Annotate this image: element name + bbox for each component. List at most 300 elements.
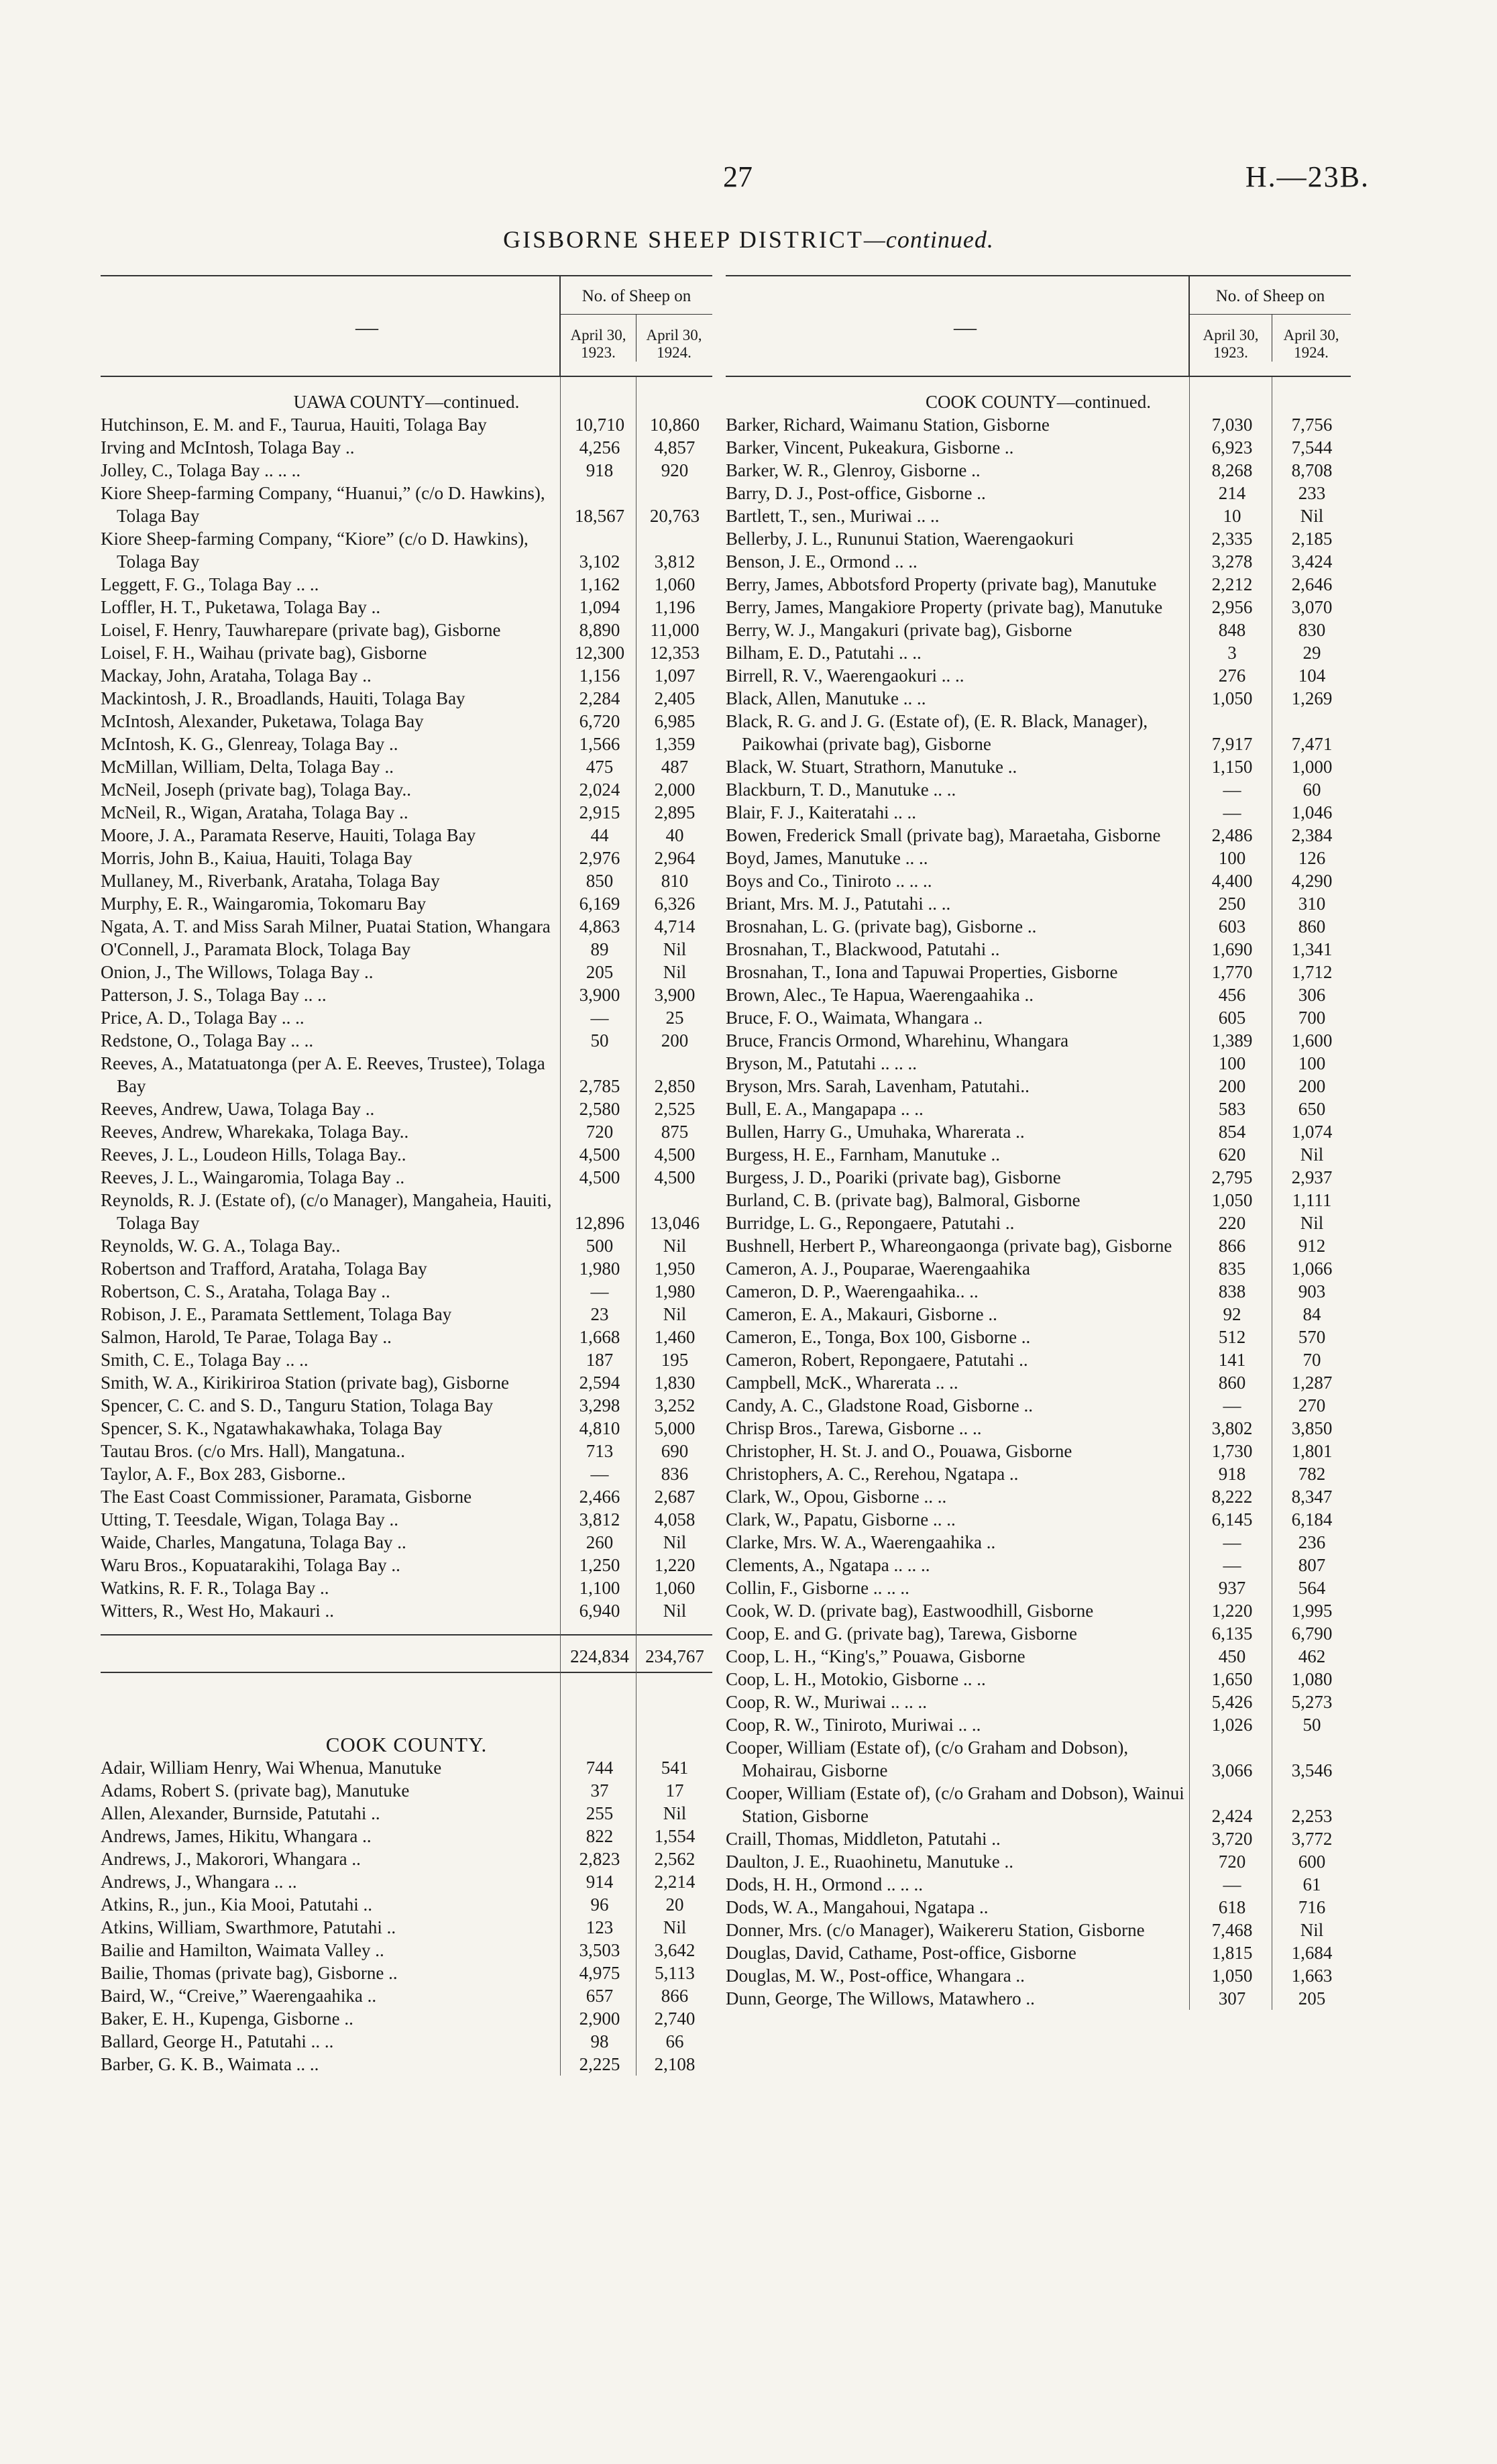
- sheep-count-1923: 100: [1218, 1053, 1246, 1073]
- sheep-count-1923: —: [590, 1464, 609, 1484]
- sheep-count-1923: 1,050: [1211, 688, 1253, 708]
- table-row: [101, 1756, 712, 1779]
- table-row: [726, 1440, 1351, 1462]
- table-row: [726, 1394, 1351, 1417]
- table-row: [101, 687, 712, 710]
- owner-name-address: Burridge, L. G., Repongaere, Patutahi ..: [726, 1213, 1015, 1233]
- table-row: [726, 1850, 1351, 1873]
- owner-name-address: Tautau Bros. (c/o Mrs. Hall), Mangatuna..: [101, 1441, 406, 1461]
- sheep-count-1924: 2,253: [1291, 1806, 1333, 1826]
- sheep-count-1923: 255: [586, 1803, 614, 1823]
- sheep-count-1924: Nil: [663, 1532, 687, 1552]
- sheep-count-1924: 104: [1298, 665, 1326, 686]
- sheep-count-1924: 462: [1298, 1646, 1326, 1666]
- owner-name-address: Berry, James, Abbotsford Property (private bag), Manutuke: [726, 574, 1157, 594]
- table-row: [726, 1508, 1351, 1531]
- sheep-count-1923: 1,162: [579, 574, 620, 594]
- sheep-count-1924: 310: [1298, 894, 1326, 914]
- owner-name-address: Bilham, E. D., Patutahi .. ..: [726, 643, 922, 663]
- sheep-count-1924: 195: [661, 1350, 689, 1370]
- sheep-count-1923: 44: [590, 825, 609, 845]
- sheep-count-1924: 782: [1298, 1464, 1326, 1484]
- right-table-header: [726, 275, 1351, 377]
- sheep-count-1924: 1,060: [654, 1578, 696, 1598]
- owner-name-address: Birrell, R. V., Waerengaokuri .. ..: [726, 665, 964, 686]
- sheep-count-1924: 3,424: [1291, 551, 1333, 572]
- sheep-count-1923: —: [1223, 1532, 1241, 1552]
- owner-name-address: Brosnahan, L. G. (private bag), Gisborne ..: [726, 916, 1037, 936]
- table-row: [101, 1029, 712, 1052]
- sheep-count-1924: 830: [1298, 620, 1326, 640]
- sheep-count-1924: Nil: [663, 1803, 687, 1823]
- sheep-count-1924: 2,214: [654, 1872, 696, 1892]
- owner-name-address: Mackintosh, J. R., Broadlands, Hauiti, Tolaga Bay: [101, 688, 465, 708]
- sheep-count-1923: 7,468: [1211, 1920, 1253, 1940]
- sheep-count-1923: 1,650: [1211, 1669, 1253, 1689]
- sheep-count-1924: 2,384: [1291, 825, 1333, 845]
- owner-name-address: Bushnell, Herbert P., Whareongaonga (private bag), Gisborne: [726, 1236, 1172, 1256]
- owner-name-address: Berry, W. J., Mangakuri (private bag), Gisborne: [726, 620, 1072, 640]
- page-number: 27: [723, 160, 753, 193]
- sheep-count-1923: 2,594: [579, 1373, 620, 1393]
- sheep-count-1924: 29: [1302, 643, 1321, 663]
- table-row: [101, 1257, 712, 1280]
- sheep-count-1923: 6,169: [579, 894, 620, 914]
- sheep-count-1923: —: [1223, 1395, 1241, 1415]
- owner-name-address: Blackburn, T. D., Manutuke .. ..: [726, 780, 956, 800]
- owner-name-address: Reeves, J. L., Loudeon Hills, Tolaga Bay..: [101, 1144, 406, 1165]
- sheep-count-1924: 11,000: [650, 620, 700, 640]
- sheep-count-1923: 8,222: [1211, 1487, 1253, 1507]
- sheep-count-1924: 3,812: [654, 551, 696, 572]
- sheep-count-1924: 2,850: [654, 1076, 696, 1096]
- owner-name-address: Chrisp Bros., Tarewa, Gisborne .. ..: [726, 1418, 982, 1438]
- owner-name-address: Watkins, R. F. R., Tolaga Bay ..: [101, 1578, 329, 1598]
- table-row: [726, 1941, 1351, 1964]
- owner-name-address: Benson, J. E., Ormond .. ..: [726, 551, 918, 572]
- table-row: [726, 1303, 1351, 1326]
- sheep-count-1924: 25: [665, 1008, 684, 1028]
- sheep-count-1924: Nil: [663, 1304, 687, 1324]
- table-row: [101, 1485, 712, 1508]
- owner-name-address: Bruce, Francis Ormond, Wharehinu, Whangara: [726, 1030, 1069, 1051]
- sheep-count-1923: 1,220: [1211, 1601, 1253, 1621]
- sheep-count-1924: 6,326: [654, 894, 696, 914]
- sheep-count-1924: 2,895: [654, 802, 696, 822]
- table-row: [726, 1417, 1351, 1440]
- owner-name-address: Clements, A., Ngatapa .. .. ..: [726, 1555, 930, 1575]
- sheep-count-header: [559, 276, 712, 376]
- owner-name-address: Cameron, A. J., Pouparae, Waerengaahika: [726, 1258, 1030, 1279]
- sheep-count-1924: 7,471: [1291, 734, 1333, 754]
- table-row: [101, 1802, 712, 1825]
- sheep-count-1924: 1,684: [1291, 1943, 1333, 1963]
- owner-name-address: Bryson, Mrs. Sarah, Lavenham, Patutahi..: [726, 1076, 1030, 1096]
- sheep-count-1924: 1,046: [1291, 802, 1333, 822]
- table-row: [101, 733, 712, 755]
- owner-name-address: Reeves, Andrew, Wharekaka, Tolaga Bay..: [101, 1122, 409, 1142]
- sheep-count-1924: 5,273: [1291, 1692, 1333, 1712]
- sheep-count-label: No. of Sheep on: [1190, 276, 1351, 315]
- table-row: [726, 1668, 1351, 1691]
- sheep-count-1923: 276: [1218, 665, 1246, 686]
- sheep-count-1924: 17: [665, 1780, 684, 1801]
- sheep-count-1924: Nil: [663, 939, 687, 959]
- owner-name-address: Bruce, F. O., Waimata, Whangara ..: [726, 1008, 983, 1028]
- sheep-count-1924: 860: [1298, 916, 1326, 936]
- sheep-count-1923: 220: [1218, 1213, 1246, 1233]
- sheep-count-1923: 2,486: [1211, 825, 1253, 845]
- sheep-count-1923: 7,917: [1211, 734, 1253, 754]
- sheep-count-1924: 3,900: [654, 985, 696, 1005]
- sheep-count-1923: 918: [586, 460, 614, 480]
- table-row: [101, 2053, 712, 2076]
- owner-name-address: Daulton, J. E., Ruaohinetu, Manutuke ..: [726, 1852, 1013, 1872]
- table-row: [726, 1371, 1351, 1394]
- sheep-count-1924: 716: [1298, 1897, 1326, 1917]
- owner-name-address: Dunn, George, The Willows, Matawhero ..: [726, 1988, 1035, 2008]
- sheep-count-1924: 3,772: [1291, 1829, 1333, 1849]
- sheep-count-1923: 450: [1218, 1646, 1246, 1666]
- table-row: [726, 459, 1351, 482]
- owner-name-address: Robertson and Trafford, Arataha, Tolaga Bay: [101, 1258, 427, 1279]
- sheep-count-1924: Nil: [663, 1236, 687, 1256]
- left-table-header: [101, 275, 712, 377]
- col-1923-header: April 30, 1923.: [1203, 327, 1259, 361]
- table-row: [101, 1962, 712, 1984]
- sheep-count-1923: 10,710: [574, 415, 625, 435]
- table-row: [726, 687, 1351, 710]
- owner-name-address: Candy, A. C., Gladstone Road, Gisborne ..: [726, 1395, 1033, 1415]
- sheep-count-1923: 500: [586, 1236, 614, 1256]
- owner-name-address: Cameron, D. P., Waerengaahika.. ..: [726, 1281, 979, 1301]
- sheep-count-1924: 100: [1298, 1053, 1326, 1073]
- sheep-count-1924: 8,347: [1291, 1487, 1333, 1507]
- owner-name-address: McIntosh, K. G., Glenreay, Tolaga Bay ..: [101, 734, 398, 754]
- sheep-count-1923: 2,785: [579, 1076, 620, 1096]
- sheep-count-1923: 1,730: [1211, 1441, 1253, 1461]
- table-row: [101, 1394, 712, 1417]
- owner-name-address: Cook, W. D. (private bag), Eastwoodhill, Gisborne: [726, 1601, 1094, 1621]
- sheep-count-1924: 2,964: [654, 848, 696, 868]
- sheep-count-1924: 13,046: [649, 1213, 700, 1233]
- owner-name-address: Baker, E. H., Kupenga, Gisborne ..: [101, 2008, 353, 2029]
- owner-name-address: Patterson, J. S., Tolaga Bay .. ..: [101, 985, 327, 1005]
- owner-name-address: Cameron, Robert, Repongaere, Patutahi ..: [726, 1350, 1028, 1370]
- owner-name-address: Campbell, McK., Wharerata .. ..: [726, 1373, 958, 1393]
- sheep-count-1924: 3,070: [1291, 597, 1333, 617]
- sheep-count-1923: 4,500: [579, 1167, 620, 1187]
- table-row: [101, 1984, 712, 2007]
- sheep-count-1923: —: [1223, 1555, 1241, 1575]
- table-row: [726, 550, 1351, 573]
- table-row: [726, 413, 1351, 436]
- table-row: [726, 1896, 1351, 1919]
- sheep-count-1923: 838: [1218, 1281, 1246, 1301]
- table-row: [726, 1554, 1351, 1576]
- table-row: [726, 1691, 1351, 1713]
- table-row: [101, 1939, 712, 1962]
- sheep-count-1924: 8,708: [1291, 460, 1333, 480]
- table-row: [726, 1987, 1351, 2010]
- table-row: [101, 824, 712, 847]
- sheep-count-1923: 7,030: [1211, 415, 1253, 435]
- sheep-count-1923: 3,802: [1211, 1418, 1253, 1438]
- owner-name-address: Reynolds, R. J. (Estate of), (c/o Manager), Mangaheia, Hauiti, Tolaga Bay: [101, 1190, 552, 1233]
- table-row: [726, 1097, 1351, 1120]
- sheep-count-1923: 1,566: [579, 734, 620, 754]
- owner-name-address: Kiore Sheep-farming Company, “Huanui,” (c/o D. Hawkins), Tolaga Bay: [101, 483, 545, 526]
- sheep-count-1924: 1,074: [1291, 1122, 1333, 1142]
- sheep-count-1923: 2,284: [579, 688, 620, 708]
- table-row: [726, 1075, 1351, 1097]
- sheep-count-1923: 583: [1218, 1099, 1246, 1119]
- table-row: [726, 1531, 1351, 1554]
- table-row: [726, 1189, 1351, 1212]
- sheep-count-1923: 92: [1223, 1304, 1241, 1324]
- table-row: [101, 482, 712, 527]
- table-row: [726, 1280, 1351, 1303]
- table-row: [726, 1622, 1351, 1645]
- section-heading: UAWA COUNTY—continued.: [293, 392, 520, 412]
- owner-name-address: Clarke, Mrs. W. A., Waerengaahika ..: [726, 1532, 996, 1552]
- sheep-count-1923: 214: [1218, 483, 1246, 503]
- right-column: [726, 275, 1351, 2010]
- sheep-count-1923: 850: [586, 871, 614, 891]
- sheep-count-1924: 570: [1298, 1327, 1326, 1347]
- sheep-count-1924: 2,000: [654, 780, 696, 800]
- owner-name-address: Brosnahan, T., Iona and Tapuwai Properties, Gisborne: [726, 962, 1118, 982]
- table-row: [726, 1052, 1351, 1075]
- owner-name-address: Loisel, F. H., Waihau (private bag), Gisborne: [101, 643, 427, 663]
- sheep-count-1923: 3,066: [1211, 1760, 1253, 1780]
- table-row: [726, 1348, 1351, 1371]
- sheep-count-1923: 2,424: [1211, 1806, 1253, 1826]
- sheep-count-1924: 866: [661, 1986, 689, 2006]
- sheep-count-1923: 1,668: [579, 1327, 620, 1347]
- table-row: [101, 1462, 712, 1485]
- sheep-count-1923: 6,940: [579, 1601, 620, 1621]
- table-row: [726, 1212, 1351, 1234]
- sheep-count-1924: 541: [661, 1758, 689, 1778]
- sheep-count-1924: Nil: [1300, 1213, 1324, 1233]
- sheep-count-1924: 3,546: [1291, 1760, 1333, 1780]
- owner-name-address: Collin, F., Gisborne .. .. ..: [726, 1578, 909, 1598]
- sheep-count-1924: 1,287: [1291, 1373, 1333, 1393]
- sheep-count-1923: 4,400: [1211, 871, 1253, 891]
- owner-name-address: McNeil, R., Wigan, Arataha, Tolaga Bay ..: [101, 802, 408, 822]
- sheep-count-1924: 564: [1298, 1578, 1326, 1598]
- sheep-count-1923: 96: [590, 1894, 609, 1915]
- sheep-count-1924: 6,790: [1291, 1623, 1333, 1644]
- owner-name-address: Craill, Thomas, Middleton, Patutahi ..: [726, 1829, 1001, 1849]
- owner-name-address: Reeves, A., Matatuatonga (per A. E. Reeves, Trustee), Tolaga Bay: [101, 1053, 545, 1096]
- total-1924: 234,767: [645, 1646, 704, 1666]
- sheep-count-1924: 1,980: [654, 1281, 696, 1301]
- owner-name-address: Robertson, C. S., Arataha, Tolaga Bay ..: [101, 1281, 390, 1301]
- sheep-count-1924: 270: [1298, 1395, 1326, 1415]
- table-row: [101, 596, 712, 619]
- owner-name-address: Coop, R. W., Tiniroto, Muriwai .. ..: [726, 1715, 981, 1735]
- sheep-count-1924: 233: [1298, 483, 1326, 503]
- sheep-count-1923: 260: [586, 1532, 614, 1552]
- table-row: [101, 1303, 712, 1326]
- table-row: [101, 1554, 712, 1576]
- table-row: [101, 619, 712, 641]
- sheep-count-1924: 1,220: [654, 1555, 696, 1575]
- table-row: [726, 1782, 1351, 1827]
- sheep-count-1924: 200: [1298, 1076, 1326, 1096]
- sheep-count-1924: 1,080: [1291, 1669, 1333, 1689]
- owner-name-address: McIntosh, Alexander, Puketawa, Tolaga Bay: [101, 711, 424, 731]
- sheep-count-1923: 3,278: [1211, 551, 1253, 572]
- table-row: [101, 1779, 712, 1802]
- sheep-count-1923: 1,156: [579, 665, 620, 686]
- sheep-count-1923: 937: [1218, 1578, 1246, 1598]
- table-row: [726, 710, 1351, 755]
- sheep-count-1924: 912: [1298, 1236, 1326, 1256]
- total-row: [101, 1634, 712, 1673]
- table-row: [101, 1916, 712, 1939]
- sheep-count-1924: 4,058: [654, 1509, 696, 1530]
- sheep-count-1923: —: [1223, 780, 1241, 800]
- sheep-count-1924: 1,950: [654, 1258, 696, 1279]
- table-row: [101, 983, 712, 1006]
- table-row: [726, 1736, 1351, 1782]
- owner-name-address: Cooper, William (Estate of), (c/o Graham and Dobson), Wainui Station, Gisborne: [726, 1783, 1184, 1826]
- sheep-count-1923: 1,250: [579, 1555, 620, 1575]
- owner-name-address: Baird, W., “Creive,” Waerengaahika ..: [101, 1986, 377, 2006]
- owner-name-address: Loisel, F. Henry, Tauwharepare (private bag), Gisborne: [101, 620, 501, 640]
- owner-name-address: Witters, R., West Ho, Makauri ..: [101, 1601, 334, 1621]
- sheep-count-1924: 50: [1302, 1715, 1321, 1735]
- sheep-count-1924: 3,850: [1291, 1418, 1333, 1438]
- table-row: [726, 1257, 1351, 1280]
- owner-name-address: Robison, J. E., Paramata Settlement, Tolaga Bay: [101, 1304, 452, 1324]
- sheep-count-1924: 690: [661, 1441, 689, 1461]
- owner-name-address: Mullaney, M., Riverbank, Arataha, Tolaga Bay: [101, 871, 440, 891]
- table-row: [726, 847, 1351, 869]
- sheep-count-1923: 4,863: [579, 916, 620, 936]
- owner-name-address: O'Connell, J., Paramata Block, Tolaga Bay: [101, 939, 411, 959]
- owner-name-address: McMillan, William, Delta, Tolaga Bay ..: [101, 757, 394, 777]
- table-row: [726, 1166, 1351, 1189]
- owner-name-address: Kiore Sheep-farming Company, “Kiore” (c/o D. Hawkins), Tolaga Bay: [101, 529, 529, 572]
- sheep-count-1924: 7,756: [1291, 415, 1333, 435]
- table-row: [101, 2030, 712, 2053]
- table-row: [101, 573, 712, 596]
- owner-name-address: Spencer, C. C. and S. D., Tanguru Station, Tolaga Bay: [101, 1395, 494, 1415]
- sheep-count-1923: 3,720: [1211, 1829, 1253, 1849]
- sheep-count-1923: 1,980: [579, 1258, 620, 1279]
- owner-name-address: Bull, E. A., Mangapapa .. ..: [726, 1099, 924, 1119]
- sheep-count-1924: 1,111: [1292, 1190, 1332, 1210]
- sheep-count-1923: 141: [1218, 1350, 1246, 1370]
- owner-name-address: Donner, Mrs. (c/o Manager), Waikereru Station, Gisborne: [726, 1920, 1145, 1940]
- table-row: [101, 1508, 712, 1531]
- sheep-count-1923: —: [590, 1281, 609, 1301]
- sheep-count-1924: 126: [1298, 848, 1326, 868]
- sheep-count-1924: 7,544: [1291, 437, 1333, 458]
- owner-name-address: Atkins, William, Swarthmore, Patutahi ..: [101, 1917, 396, 1937]
- owner-name-address: Utting, T. Teesdale, Wigan, Tolaga Bay ..: [101, 1509, 399, 1530]
- sheep-count-1924: 66: [665, 2031, 684, 2051]
- owner-name-address: Bailie and Hamilton, Waimata Valley ..: [101, 1940, 384, 1960]
- sheep-count-1924: 5,113: [655, 1963, 695, 1983]
- owner-name-address: Barker, W. R., Glenroy, Gisborne ..: [726, 460, 981, 480]
- sheep-count-1923: 713: [586, 1441, 614, 1461]
- owner-name-address: Adams, Robert S. (private bag), Manutuke: [101, 1780, 410, 1801]
- table-row: [726, 436, 1351, 459]
- sheep-count-1923: 2,823: [579, 1849, 620, 1869]
- sheep-count-1924: 1,712: [1291, 962, 1333, 982]
- owner-name-address: Murphy, E. R., Waingaromia, Tokomaru Bay: [101, 894, 427, 914]
- owner-name-address: Boys and Co., Tiniroto .. .. ..: [726, 871, 932, 891]
- sheep-count-1923: 3,900: [579, 985, 620, 1005]
- sheep-count-1923: 100: [1218, 848, 1246, 868]
- table-row: [101, 1576, 712, 1599]
- table-row: [726, 1645, 1351, 1668]
- table-row: [101, 892, 712, 915]
- table-row: [726, 1713, 1351, 1736]
- owner-name-address: Cameron, E. A., Makauri, Gisborne ..: [726, 1304, 997, 1324]
- owner-name-address: Smith, W. A., Kirikiriroa Station (private bag), Gisborne: [101, 1373, 509, 1393]
- table-row: [101, 1348, 712, 1371]
- sheep-count-1924: 903: [1298, 1281, 1326, 1301]
- col-1924-header: April 30, 1924.: [636, 315, 712, 362]
- table-row: [726, 573, 1351, 596]
- sheep-count-1924: 3,252: [654, 1395, 696, 1415]
- sheep-count-1924: 5,000: [654, 1418, 696, 1438]
- sheep-count-1923: 720: [1218, 1852, 1246, 1872]
- table-row: [726, 1964, 1351, 1987]
- owner-name-address: Coop, R. W., Muriwai .. .. ..: [726, 1692, 928, 1712]
- table-row: [726, 778, 1351, 801]
- table-row: [726, 664, 1351, 687]
- sheep-count-1924: 1,359: [654, 734, 696, 754]
- owner-name-address: Morris, John B., Kaiua, Hauiti, Tolaga Bay: [101, 848, 412, 868]
- sheep-count-1924: 4,500: [654, 1144, 696, 1165]
- table-row: [726, 1326, 1351, 1348]
- sheep-count-1924: 20,763: [649, 506, 700, 526]
- table-row: [726, 619, 1351, 641]
- sheep-count-1923: 475: [586, 757, 614, 777]
- sheep-count-1923: —: [590, 1008, 609, 1028]
- sheep-count-1923: 12,896: [574, 1213, 625, 1233]
- owner-name-address: Coop, L. H., Motokio, Gisborne .. ..: [726, 1669, 986, 1689]
- table-row: [726, 892, 1351, 915]
- sheep-count-1924: 1,600: [1291, 1030, 1333, 1051]
- owner-name-address: Hutchinson, E. M. and F., Taurua, Hauiti, Tolaga Bay: [101, 415, 487, 435]
- sheep-count-1923: 2,225: [579, 2054, 620, 2074]
- owner-name-address: Bellerby, J. L., Rununui Station, Waerengaokuri: [726, 529, 1074, 549]
- owner-name-address: Coop, L. H., “King's,” Pouawa, Gisborne: [726, 1646, 1025, 1666]
- sheep-count-1924: 4,857: [654, 437, 696, 458]
- sheep-count-1923: —: [1223, 1874, 1241, 1894]
- owner-name-address: Dods, H. H., Ormond .. .. ..: [726, 1874, 923, 1894]
- table-row: [101, 1189, 712, 1234]
- table-row: [101, 459, 712, 482]
- page-title: [0, 225, 1497, 254]
- sheep-count-1924: Nil: [663, 1601, 687, 1621]
- table-row: [101, 2007, 712, 2030]
- table-row: [101, 1143, 712, 1166]
- sheep-count-1923: 3,503: [579, 1940, 620, 1960]
- owner-name-address: Irving and McIntosh, Tolaga Bay ..: [101, 437, 355, 458]
- sheep-count-1924: 2,740: [654, 2008, 696, 2029]
- sheep-count-1924: 6,184: [1291, 1509, 1333, 1530]
- sheep-count-1923: 1,100: [579, 1578, 620, 1598]
